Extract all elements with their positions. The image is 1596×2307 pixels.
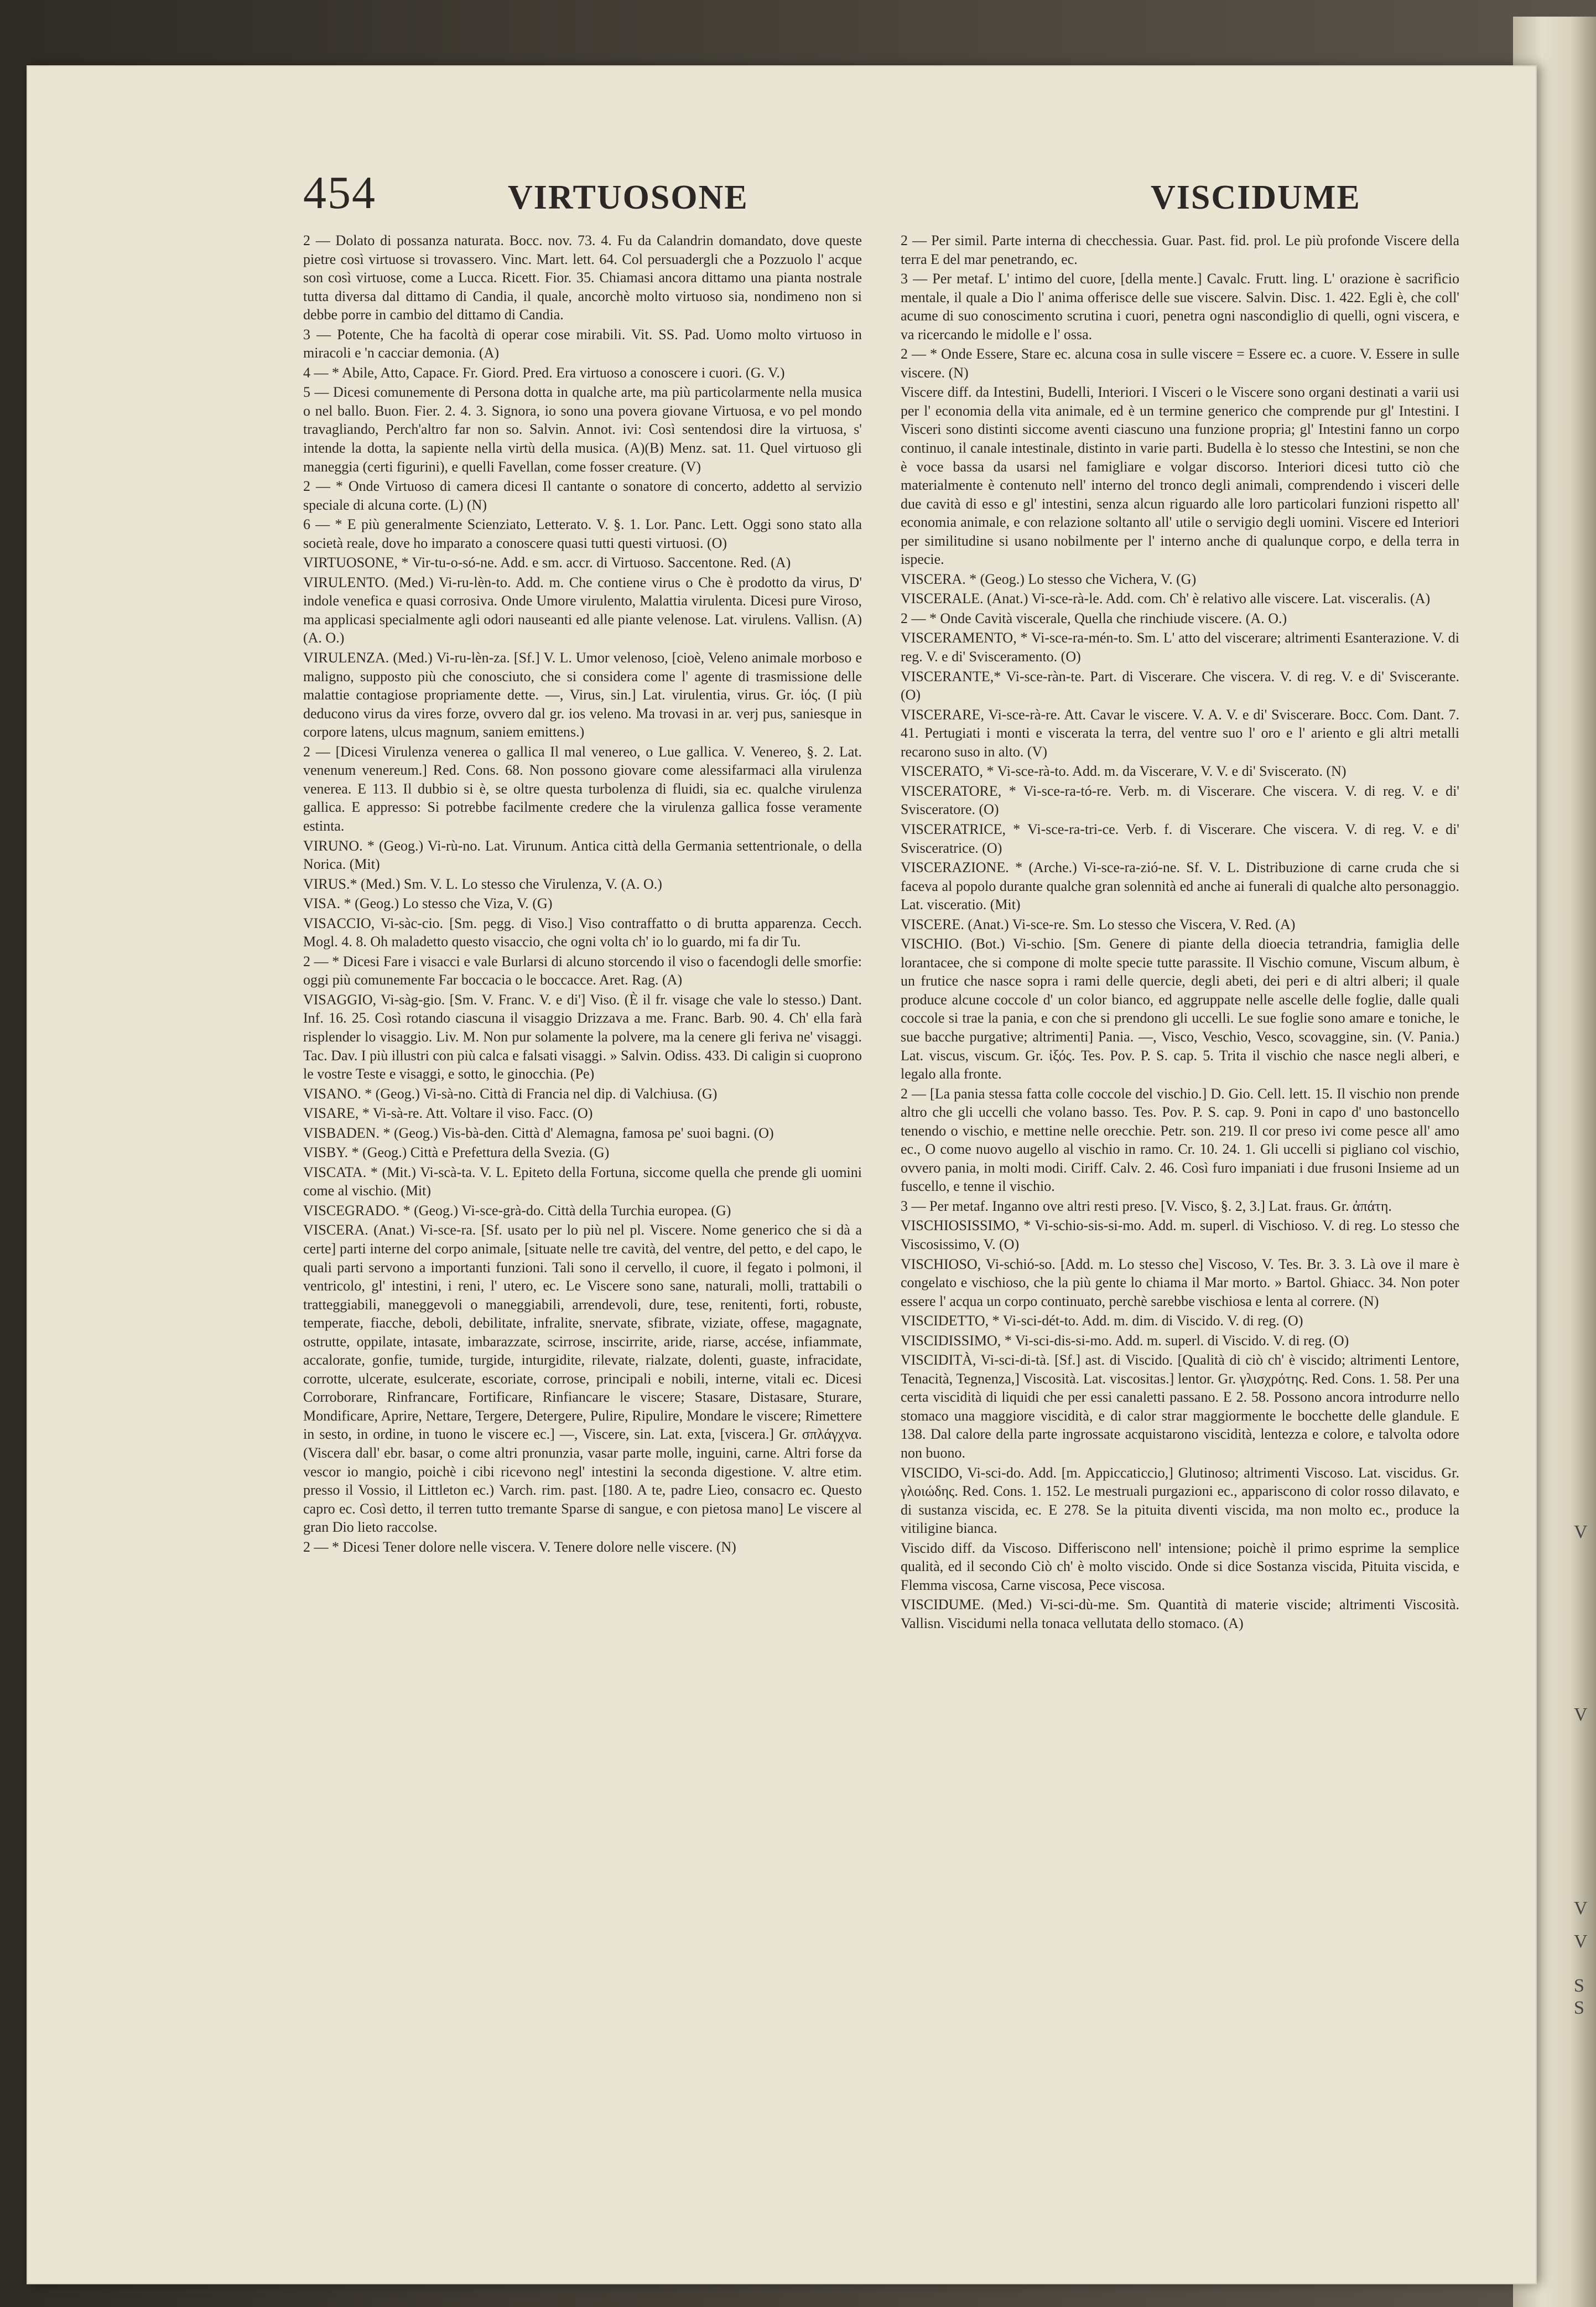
- left-column: [303, 231, 862, 1557]
- dictionary-entry: VISCERE. (Anat.) Vi-sce-re. Sm. Lo stesso che Viscera, V. Red. (A): [901, 916, 1296, 932]
- dictionary-entry: VIRULENTO. (Med.) Vi-ru-lèn-to. Add. m. Che contiene virus o Che è prodotto da virus, D' indole venefica e quasi corrosiva. Onde Umore virulento, Malattia virulenta. Dicesi pure Viroso, ma applicasi specialmente agli odori nauseanti ed alle piante velenose. Lat. virulens. Vallisn. (A) (A. O.): [303, 574, 862, 646]
- dictionary-entry: VISANO. * (Geog.) Vi-sà-no. Città di Francia nel dip. di Valchiusa. (G): [303, 1085, 718, 1102]
- dictionary-entry: VISCERAZIONE. * (Arche.) Vi-sce-ra-zió-ne. Sf. V. L. Distribuzione di carne cruda che si faceva al popolo durante qualche gran solennità ed anche ai funerali di qualche alto personaggio. Lat. visceratio. (Mit): [901, 859, 1459, 913]
- dictionary-entry: VISCERA. (Anat.) Vi-sce-ra. [Sf. usato per lo più nel pl. Viscere. Nome generico che si dà a certe] parti interne del corpo animale, [situate nelle tre cavità, del ventre, del petto, e del capo, le quali parti servono a importanti funzioni. Tali sono il cervello, il cuore, il fegato i polmoni, il ventricolo, gl' intestini, i reni, l' utero, ec. Le Viscere sono sane, naturali, molli, trattabili o tratteggiabili, maneggevoli o maneggiabili, arrendevoli, dure, tese, renitenti, forti, robuste, temperate, fiacche, deboli, debilitate, infralite, snervate, sfibrate, viziate, offese, magagnate, ostrutte, oppilate, intasate, imbarazzate, scirrose, inscirrite, aride, riarse, accése, infiammate, accalorate, gonfie, tumide, turgide, inturgidite, rilevate, rialzate, dolenti, guaste, infracidate, corrotte, ulcerate, esulcerate, escoriate, corrose, principali e nobili, interne, vitali ec. Dicesi Corroborare, Rinfrancare, Fortificare, Rinfiancare le viscere; Stasare, Distasare, Sturare, Mondificare, Aprire, Nettare, Tergere, Detergere, Pulire, Ripulire, Mondare le viscere; Rimettere in sesto, in ordine, in tuono le viscere ec.] —, Viscere, sin. Lat. exta, [viscera.] Gr. σπλάγχνα. (Viscera dall' ebr. basar, o come altri pronunzia, vasar parte molle, inguini, carne. Altri forse da vescor io mangio, poichè i cibi ricevono negl' intestini la seconda digestione. V. altre etim. presso il Vossio, il Littleton ec.) Varch. rim. past. [180. A te, padre Lieo, consacro ec. Questo capro ec. Così detto, il terren tutto tremante Sparse di sangue, e con pietosa mano] Le viscere al gran Dio lieto raccolse.: [303, 1222, 862, 1536]
- dictionary-entry: VISAGGIO, Vi-sàg-gio. [Sm. V. Franc. V. e di'] Viso. (È il fr. visage che vale lo stesso.) Dant. Inf. 16. 25. Così rotando ciascuna il visaggio Drizzava a me. Franc. Barb. 90. 4. Ch' ella farà risplender lo visaggio. Liv. M. Non pur solamente la polvere, ma la cenere gli feriva ne' visaggi. Tac. Dav. I più illustri con più calca e falsati visaggi. » Salvin. Odiss. 433. Di caligin si cuoprono le vostre Teste e visaggi, e sotto, le ginocchia. (Pe): [303, 991, 862, 1082]
- dictionary-entry: VISCERA. * (Geog.) Lo stesso che Vichera, V. (G): [901, 571, 1197, 587]
- dictionary-entry: VIRUS.* (Med.) Sm. V. L. Lo stesso che Virulenza, V. (A. O.): [303, 875, 662, 892]
- dictionary-entry: 3 — Potente, Che ha facoltà di operar cose mirabili. Vit. SS. Pad. Uomo molto virtuoso in miracoli e 'n cacciar demonia. (A): [303, 326, 862, 361]
- dictionary-entry: VISBY. * (Geog.) Città e Prefettura della Svezia. (G): [303, 1144, 610, 1161]
- dictionary-entry: VISCHIOSO, Vi-schió-so. [Add. m. Lo stesso che] Viscoso, V. Tes. Br. 3. 3. Là ove il mare è congelato e vischioso, che la più gente lo chiama il Mar morto. » Bartol. Ghiacc. 34. Non poter essere l' acqua un corpo continuato, perchè sarebbe vischiosa e lenta al correre. (N): [901, 1256, 1459, 1309]
- edge-letter: V: [1574, 1931, 1588, 1952]
- edge-letter: V: [1574, 1704, 1588, 1725]
- dictionary-entry: 2 — Dolato di possanza naturata. Bocc. nov. 73. 4. Fu da Calandrin domandato, dove queste pietre così virtuose si trovassero. Vinc. Mart. lett. 64. Col persuadergli che a Pozzuolo l' acque son così virtuose, come a Lucca. Ricett. Fior. 35. Chiamasi ancora dittamo una pianta nostrale tutta diversa dal dittamo di Candia, il quale, ancorchè molto virtuoso sia, nondimeno non si debbe porre in cambio del dittamo di Candia.: [303, 232, 862, 323]
- dictionary-entry: VIRUNO. * (Geog.) Vi-rù-no. Lat. Virunum. Antica città della Germania settentrionale, o della Norica. (Mit): [303, 837, 862, 873]
- running-head-right: VISCIDUME: [1151, 179, 1361, 216]
- dictionary-entry: VISCERATRICE, * Vi-sce-ra-tri-ce. Verb. f. di Viscerare. Che viscera. V. di reg. V. e di' Svisceratrice. (O): [901, 821, 1459, 856]
- dictionary-entry: VISCERAMENTO, * Vi-sce-ra-mén-to. Sm. L' atto del viscerare; altrimenti Esanterazione. V. di reg. V. e di' Svisceramento. (O): [901, 630, 1459, 665]
- dictionary-entry: VIRTUOSONE, * Vir-tu-o-só-ne. Add. e sm. accr. di Virtuoso. Saccentone. Red. (A): [303, 554, 791, 571]
- dictionary-entry: Viscido diff. da Viscoso. Differiscono nell' intensione; poichè il primo esprime la semplice qualità, ed il secondo Ciò ch' è molto viscido. Onde si dice Sostanza viscida, Pituita viscida, e Flemma viscosa, Carne viscosa, Pece viscosa.: [901, 1539, 1459, 1593]
- dictionary-entry: 2 — * Onde Cavità viscerale, Quella che rinchiude viscere. (A. O.): [901, 610, 1287, 626]
- dictionary-entry: VISCERARE, Vi-sce-rà-re. Att. Cavar le viscere. V. A. V. e di' Sviscerare. Bocc. Com. Dant. 7. 41. Pertugiati i monti e viscerata la terra, del ventre suo l' oro e l' ariento e gli altri metalli recarono suso in alto. (V): [901, 706, 1459, 760]
- dictionary-entry: VISCIDO, Vi-sci-do. Add. [m. Appiccaticcio,] Glutinoso; altrimenti Viscoso. Lat. viscidus. Gr. γλοιώδης. Red. Cons. 1. 152. Le mestruali purgazioni ec., apparisconо di color rosso dilavato, e di sustanza viscida, ec. E 278. Se la pituita diventi viscida, ma non molto ec., produce la vitiligine bianca.: [901, 1464, 1459, 1537]
- dictionary-entry: VISA. * (Geog.) Lo stesso che Viza, V. (G): [303, 895, 553, 912]
- dictionary-entry: VISCERALE. (Anat.) Vi-sce-rà-le. Add. com. Ch' è relativo alle viscere. Lat. visceralis. (A): [901, 590, 1431, 607]
- right-column: [901, 231, 1459, 1634]
- dictionary-entry: 2 — * Dicesi Fare i visacci e vale Burlarsi di alcuno storcendo il viso o facendogli delle smorfie: oggi più comunemente Far boccacia o le boccacce. Aret. Rag. (A): [303, 953, 862, 988]
- edge-letter: V: [1574, 1898, 1588, 1919]
- edge-letter: S: [1574, 1998, 1584, 2018]
- dictionary-entry: VISCERANTE,* Vi-sce-ràn-te. Part. di Viscerare. Che viscera. V. di reg. V. e di' Sviscerante. (O): [901, 668, 1459, 703]
- dictionary-entry: 2 — * Dicesi Tener dolore nelle viscera. V. Tenere dolore nelle viscere. (N): [303, 1538, 736, 1555]
- dictionary-entry: 2 — [Dicesi Virulenza venerea o gallica Il mal venereo, o Lue gallica. V. Venereo, §. 2. Lat. venenum venereum.] Red. Cons. 68. Non possono giovare come alessifarmaci alla virulenza venerea. E 113. Il dubbio si è, se oltre questa turbolenza di fluidi, sia ec. qualche virulenza gallica. E appresso: Si potrebbe facilmente credere che la virulenza gallica fosse veramente estinta.: [303, 743, 862, 834]
- dictionary-entry: 2 — Per simil. Parte interna di checchessia. Guar. Past. fid. prol. Le più profonde Viscere della terra E del mar penetrando, ec.: [901, 232, 1459, 267]
- dictionary-entry: 2 — * Onde Essere, Stare ec. alcuna cosa in sulle viscere = Essere ec. a cuore. V. Essere in sulle viscere. (N): [901, 346, 1459, 381]
- page-number: 454: [303, 167, 376, 219]
- dictionary-entry: 5 — Dicesi comunemente di Persona dotta in qualche arte, ma più particolarmente nella musica o nel ballo. Buon. Fier. 2. 4. 3. Signora, io sono una povera giovane Virtuosa, e vo pel mondo travagliando, Perch'altro far non so. Salvin. Annot. ivi: Così sentendosi dire la virtuosa, s' intende la dotta, la sapiente nella virtù della musica. (A)(B) Menz. sat. 11. Quel virtuoso gli maneggia (certi figurini), e quelli Favellan, come fosser creature. (V): [303, 384, 862, 475]
- dictionary-entry: VISCATA. * (Mit.) Vi-scà-ta. V. L. Epiteto della Fortuna, siccome quella che prende gli uomini come al vischio. (Mit): [303, 1164, 862, 1199]
- dictionary-entry: 2 — [La pania stessa fatta colle coccole del vischio.] D. Gio. Cell. lett. 15. Il vischio non prende altro che gli uccelli che volano basso. Tes. Pov. P. S. cap. 9. Poni in capo d' uno bastoncello tenendo o vischio, e mettine nelle orecchie. Petr. son. 219. Il cor preso ivi come pesce all' amo ec., O come nuovo augello al vischio in ramo. Cr. 10. 24. 1. Gli uccelli si pigliano col vischio, ovvero pania, in molti modi. Ciriff. Calv. 2. 46. Così furo impaniati i due frusoni Insieme ad un fuscello, e tenne il vischio.: [901, 1085, 1459, 1195]
- dictionary-entry: Viscere diff. da Intestini, Budelli, Interiori. I Visceri o le Viscere sono organi destinati a varii usi per l' economia della vita animale, ed è un termine generico che comprende pur gl' Intestini. I Visceri sono distinti siccome aventi ciascuno una funzione propria; gl' Intestini fanno un corpo continuo, il canale intestinale, distinto in varie parti. Budella è lo stesso che Intestini, se non che è voce bassa da usarsi nel famigliare e volgar discorso. Interiori dicesi tutto ciò che materialmente è contenuto nell' interno del tronco degli animali, comprendendo i visceri delle due cavità di esso e gl' intestini, senza alcun riguardo alle loro particolari funzioni rispetto all' economia animale, e con relazione soltanto all' utile o servigio degli uomini. Viscere ed Interiori per similitudine si usano nobilmente per l' interno anche di qualunque corpo, e della terra in ispecie.: [901, 384, 1459, 568]
- dictionary-entry: VISACCIO, Vi-sàc-cio. [Sm. pegg. di Viso.] Viso contraffatto o di brutta apparenza. Cecch. Mogl. 4. 8. Oh maladetto questo visaccio, che ogni volta ch' io lo guardo, mi fa dir Tu.: [303, 915, 862, 950]
- dictionary-entry: VISCIDITÀ, Vi-sci-di-tà. [Sf.] ast. di Viscido. [Qualità di ciò ch' è viscido; altrimenti Lentore, Tenacità, Tegnenza,] Viscosità. Lat. viscositas.] lentor. Gr. γλισχρότης. Red. Cons. 1. 58. Per una certa viscidità di liquidi che per essi canaletti passano. E 2. 58. Possono ancora introdurre nello stomaco una maggiore viscidità, e di calor strar maggiormente le bocchette delle glandule. E 138. Dal calore della parte ingrossate acquistarono viscidità, lentezza e colore, e talvolta odore non buono.: [901, 1352, 1459, 1461]
- dictionary-entry: VISCIDUME. (Med.) Vi-sci-dù-me. Sm. Quantità di materie viscide; altrimenti Viscosità. Vallisn. Viscidumi nella tonaca vellutata dello stomaco. (A): [901, 1596, 1459, 1631]
- edge-letter: V: [1574, 1522, 1588, 1542]
- dictionary-entry: VISCIDETTO, * Vi-sci-dét-to. Add. m. dim. di Viscido. V. di reg. (O): [901, 1313, 1303, 1329]
- dictionary-entry: VISCERATORE, * Vi-sce-ra-tó-re. Verb. m. di Viscerare. Che viscera. V. di reg. V. e di' Svisceratore. (O): [901, 782, 1459, 818]
- dictionary-entry: VISCHIOSISSIMO, * Vi-schio-sis-si-mo. Add. m. superl. di Vischioso. V. di reg. Lo stesso che Viscosissimo, V. (O): [901, 1217, 1459, 1252]
- edge-letter: S: [1574, 1976, 1584, 1996]
- dictionary-entry: 3 — Per metaf. Inganno ove altri resti preso. [V. Visco, §. 2, 3.] Lat. fraus. Gr. ἀπάτη.: [901, 1197, 1392, 1214]
- dictionary-entry: VISCIDISSIMO, * Vi-sci-dis-si-mo. Add. m. superl. di Viscido. V. di reg. (O): [901, 1332, 1349, 1349]
- dictionary-entry: 3 — Per metaf. L' intimo del cuore, [della mente.] Cavalc. Frutt. ling. L' orazione è sacrifìcio mentale, il quale a Dio l' anima offerisce delle sue viscere. Salvin. Disc. 1. 422. Egli è, che coll' acume di suo conoscimento scrutina i cuori, penetra ogni nascondiglio di quelli, ogni viscera, e va ricercando le midolle e l' ossa.: [901, 271, 1459, 343]
- dictionary-entry: 2 — * Onde Virtuoso di camera dicesi Il cantante o sonatore di concerto, addetto al servizio speciale di alcuna corte. (L) (N): [303, 478, 862, 513]
- dictionary-entry: 4 — * Abile, Atto, Capace. Fr. Giord. Pred. Era virtuoso a conoscere i cuori. (G. V.): [303, 364, 785, 381]
- dictionary-entry: VISCERATO, * Vi-sce-rà-to. Add. m. da Viscerare, V. V. e di' Sviscerato. (N): [901, 763, 1347, 780]
- dictionary-entry: VIRULENZA. (Med.) Vi-ru-lèn-za. [Sf.] V. L. Umor velenoso, [cioè, Veleno animale morboso e maligno, supposto più che conosciuto, che si considera come l' agente di trasmissione delle malattie contagiose propriamente dette. —, Virus, sin.] Lat. virulentia, virus. Gr. ἰός. (I più deducono virus da vires forze, ovvero dal gr. ios veleno. Ma trovasi in ar. verj pus, saniesque in corpore latens, ulcus magnum, saniem emittens.): [303, 650, 862, 740]
- dictionary-entry: VISCHIO. (Bot.) Vi-schio. [Sm. Genere di piante della dioecia tetrandria, famiglia delle lorantacee, che si compone di molte specie tutte parassite. Il Vischio comune, Viscum album, è un frutice che nasce sopra i rami delle quercie, degli abeti, dei peri e di altri alberi; il quale produce alcune coccole d' un color bianco, ed aggruppate nelle ascelle delle foglie, dalle quali coccole si trae la pania, e con che si prendono gli uccelli. Le sue foglie sono amare e toniche, le sue bacche purgative; altrimenti] Pania. —, Visco, Veschio, Vesco, scovaggine, sin. (V. Pania.) Lat. viscus, viscum. Gr. ἰξός. Tes. Pov. P. S. cap. 5. Trita il vischio che nasce negli alberi, e legalo alla fronte.: [901, 936, 1459, 1082]
- dictionary-entry: 6 — * E più generalmente Scienziato, Letterato. V. §. 1. Lor. Panc. Lett. Oggi sono stato alla società reale, dove ho imparato a conoscere quasi tutti questi virtuosi. (O): [303, 516, 862, 551]
- dictionary-entry: VISARE, * Vi-sà-re. Att. Voltare il viso. Facc. (O): [303, 1105, 593, 1122]
- dictionary-entry: VISBADEN. * (Geog.) Vis-bà-den. Città d' Alemagna, famosa pe' suoi bagni. (O): [303, 1124, 774, 1141]
- running-head-left: VIRTUOSONE: [508, 179, 748, 216]
- dictionary-entry: VISCEGRADO. * (Geog.) Vi-sce-grà-do. Città della Turchia europea. (G): [303, 1202, 731, 1219]
